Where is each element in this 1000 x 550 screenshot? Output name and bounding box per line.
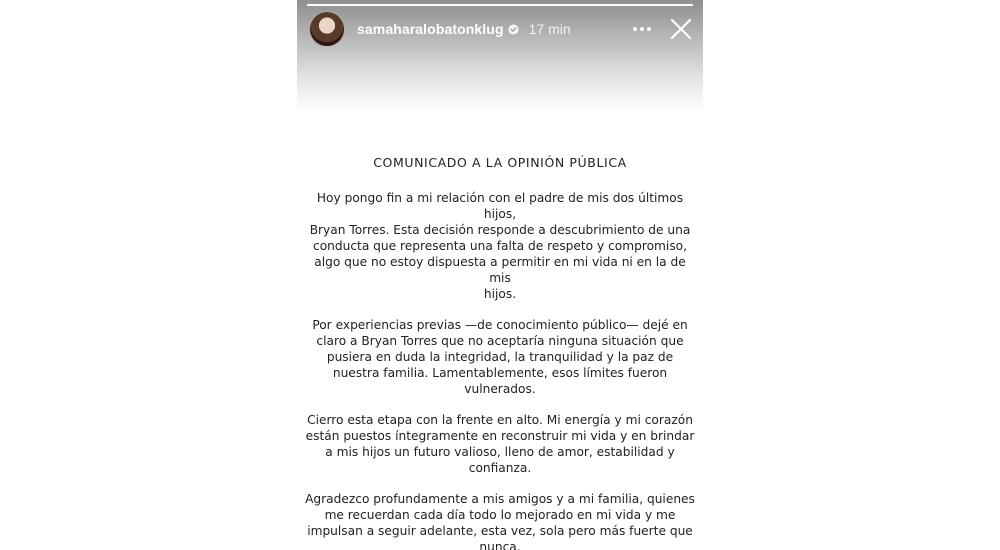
statement-line: Agradezco profundamente a mis amigos y a mi familia, quienes	[305, 492, 695, 506]
statement-line: vulnerados.	[464, 382, 536, 396]
close-button[interactable]	[667, 15, 695, 43]
verified-badge-icon	[508, 24, 519, 35]
statement-line: hijos.	[483, 287, 517, 301]
statement-line: Cierro esta etapa con la frente en alto. Mi energía y mi corazón	[307, 413, 693, 427]
statement-line: nunca.	[479, 540, 521, 550]
story-progress-bar	[307, 4, 693, 6]
statement-title: COMUNICADO A LA OPINIÓN PÚBLICA	[373, 155, 627, 170]
statement-line: pusiera en duda la integridad, la tranquilidad y la paz de	[326, 350, 674, 364]
statement-line: nuestra familia. Lamentablemente, esos límites fueron	[332, 366, 668, 380]
statement-body	[297, 190, 703, 550]
statement-line: confianza.	[468, 461, 532, 475]
statement-line: me recuerdan cada día todo lo mejorado en mi vida y me	[324, 508, 676, 522]
profile-avatar[interactable]	[309, 11, 345, 47]
username-link[interactable]: samaharalobatonklug	[357, 21, 504, 37]
statement-paragraph	[302, 412, 698, 476]
statement-paragraph	[302, 317, 698, 397]
story-header	[309, 11, 695, 47]
statement-line: impulsan a seguir adelante, esta vez, sola pero más fuerte que	[307, 524, 693, 538]
post-time: 17 min	[528, 21, 571, 37]
statement-line: conducta que representa una falta de respeto y compromiso,	[313, 239, 687, 253]
statement-line: algo que no estoy dispuesta a permitir en mi vida ni en la de mis	[314, 255, 686, 285]
statement-line: Bryan Torres. Esta decisión responde a descubrimiento de una	[309, 223, 691, 237]
statement-line: están puestos íntegramente en reconstruir mi vida y en brindar	[305, 429, 695, 443]
more-horizontal-icon	[632, 26, 652, 32]
more-options-button[interactable]	[629, 16, 655, 42]
statement-line: a mis hijos un futuro valioso, lleno de amor, estabilidad y	[325, 445, 675, 459]
statement-line: Hoy pongo fin a mi relación con el padre de mis dos últimos hijos,	[316, 191, 684, 221]
statement-line: Por experiencias previas —de conocimiento público— dejé en	[312, 318, 688, 332]
statement-paragraph	[302, 491, 698, 550]
statement-paragraph	[302, 190, 698, 302]
close-icon	[670, 18, 692, 40]
story-viewer[interactable]	[297, 0, 703, 550]
statement-content	[297, 155, 703, 550]
statement-line: claro a Bryan Torres que no aceptaría ninguna situación que	[316, 334, 684, 348]
story-progress-fill	[307, 4, 693, 6]
